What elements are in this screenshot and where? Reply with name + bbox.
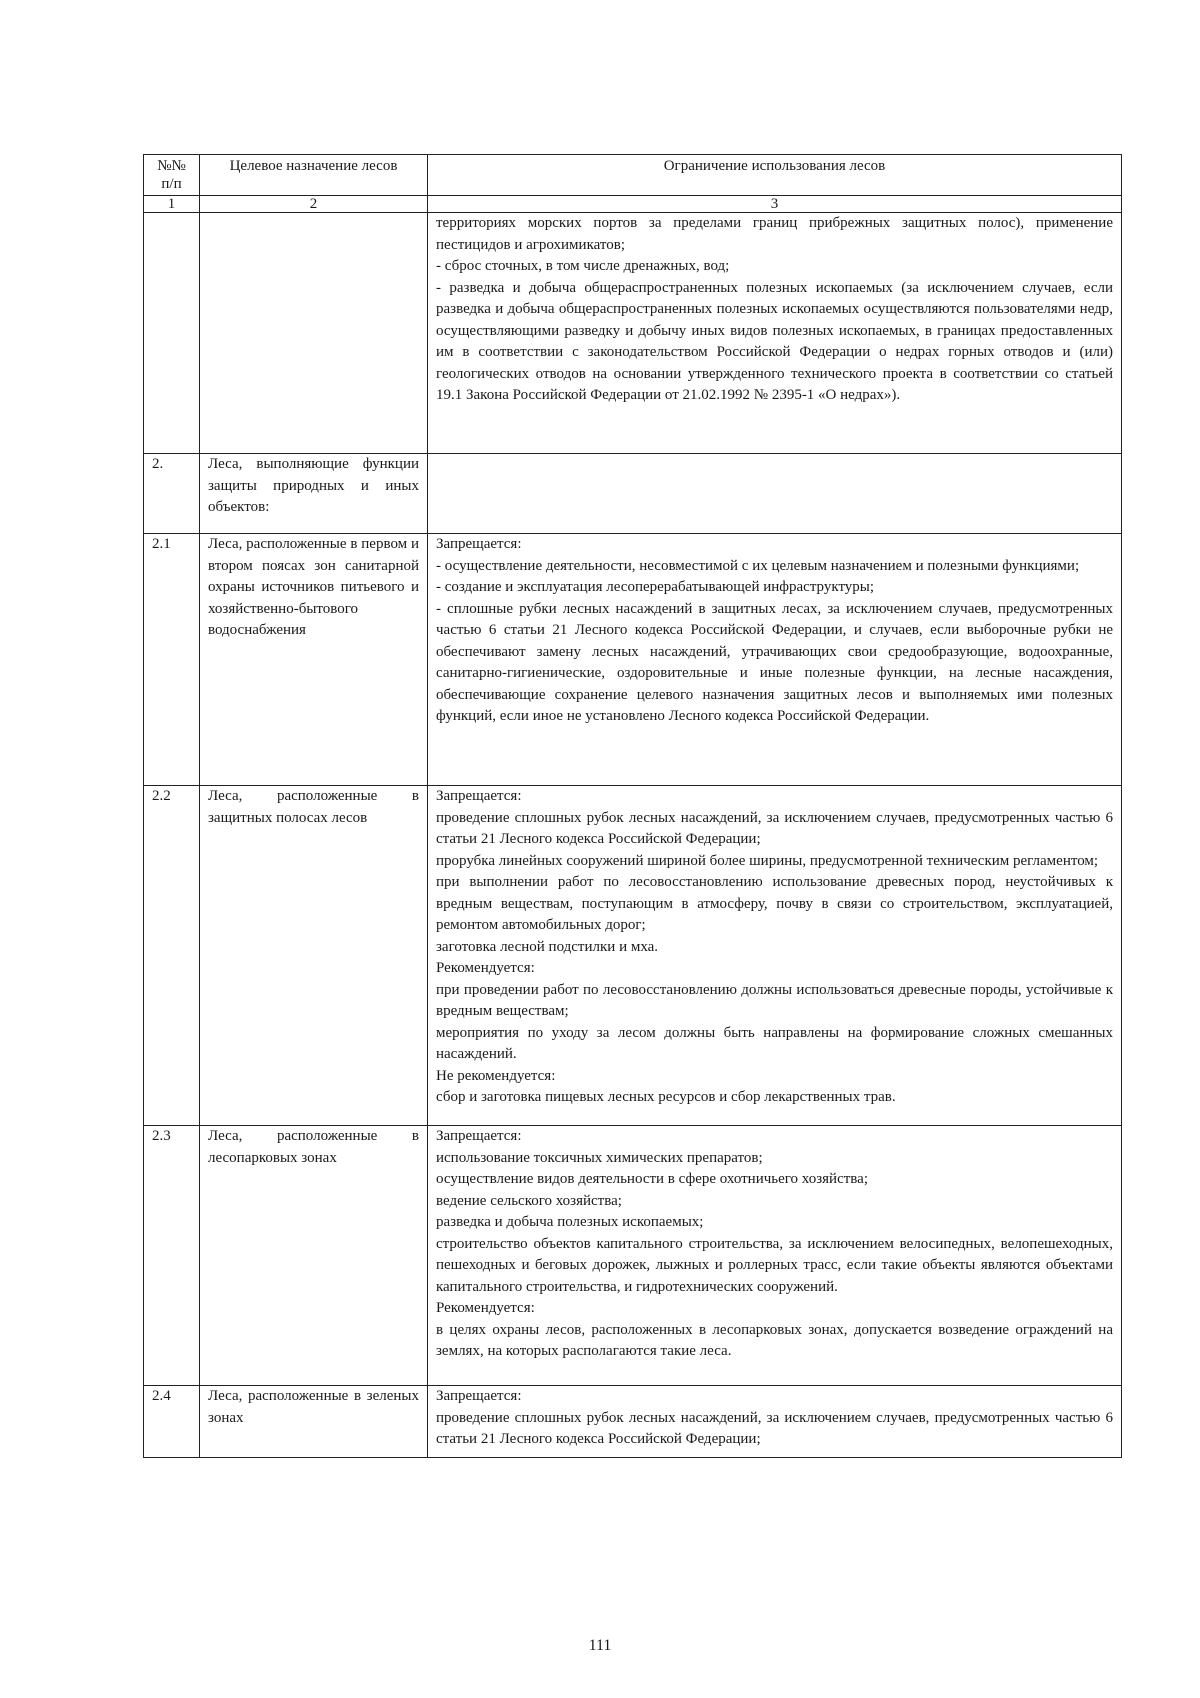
restriction-line: строительство объектов капитального строительства, за исключением велосипедных, велопешеходных, пешеходных и беговых дорожек, лыжных и роллерных трасс, если такие объекты являются объектами капитального строительства, и гидротехнических сооружений.: [436, 1235, 1113, 1295]
header-number: №№ п/п: [144, 155, 200, 196]
restriction-line: заготовка лесной подстилки и мха.: [436, 938, 659, 955]
restriction-line: осуществление видов деятельности в сфере охотничьего хозяйства;: [436, 1171, 869, 1187]
row-restrictions: [428, 1126, 1122, 1386]
restriction-line: Рекомендуется:: [436, 960, 535, 976]
restriction-line: использование токсичных химических препаратов;: [436, 1149, 763, 1166]
header-purpose: Целевое назначение лесов: [200, 155, 428, 196]
restriction-line: Запрещается:: [436, 1128, 522, 1144]
row-number-text: 2.1: [152, 536, 171, 552]
column-number-row: [144, 196, 1122, 213]
restriction-line: проведение сплошных рубок лесных насаждений, за исключением случаев, предусмотренных частью 6 статьи 21 Лесного кодекса Российской Федерации;: [436, 1409, 1113, 1447]
restriction-line: при выполнении работ по лесовосстановлению использование древесных пород, неустойчивых к вредным веществам, поступающим в атмосферу, почву в связи со строительством, эксплуатацией, ремонтом автомобильных дорог;: [436, 874, 1113, 933]
row-number-text: 2.2: [152, 788, 171, 804]
restriction-line: прорубка линейных сооружений шириной более ширины, предусмотренной техническим регламентом;: [436, 852, 1099, 869]
header-restrictions: Ограничение использования лесов: [428, 155, 1122, 196]
restriction-line: проведение сплошных рубок лесных насаждений, за исключением случаев, предусмотренных частью 6 статьи 21 Лесного кодекса Российской Федерации;: [436, 809, 1113, 847]
table-header-row: [144, 155, 1122, 196]
row-restrictions: [428, 534, 1122, 786]
row-restrictions: [428, 786, 1122, 1126]
column-number-1: 1: [144, 196, 200, 213]
row-restrictions: [428, 454, 1122, 534]
restriction-line: Запрещается:: [436, 1388, 522, 1404]
restriction-line: - разведка и добыча общераспространенных полезных ископаемых (за исключением случаев, если разведка и добыча общераспространенных полезных ископаемых осуществляются пользователями недр, осуществляющими разведку и добычу иных видов полезных ископаемых, в границах предоставленных им в соответствии с законодательством Российской Федерации о недрах горных отводов и (или) геологических отводов на основании утвержденного технического проекта в соответствии со статьей 19.1 Закона Российской Федерации от 21.02.1992 № 2395-1 «О недрах»).: [436, 279, 1113, 403]
row-number-text: 2.: [152, 456, 164, 472]
row-restrictions: [428, 1386, 1122, 1458]
restrictions-table: [143, 154, 1122, 1458]
restriction-line: разведка и добыча полезных ископаемых;: [436, 1214, 704, 1230]
row-number: [144, 213, 200, 454]
restriction-line: ведение сельского хозяйства;: [436, 1192, 622, 1209]
restriction-line: в целях охраны лесов, расположенных в лесопарковых зонах, допускается возведение ограждений на землях, на которых располагаются такие леса.: [436, 1321, 1113, 1359]
table-row: [144, 454, 1122, 534]
table-row: [144, 1386, 1122, 1458]
row-purpose: Леса, расположенные в зеленых зонах: [200, 1386, 428, 1458]
row-number: [144, 454, 200, 534]
row-purpose: Леса, расположенные в лесопарковых зонах: [200, 1126, 428, 1386]
restriction-line: - создание и эксплуатация лесоперерабатывающей инфраструктуры;: [436, 579, 875, 595]
restriction-line: сбор и заготовка пищевых лесных ресурсов и сбор лекарственных трав.: [436, 1089, 896, 1105]
row-number: [144, 1386, 200, 1458]
row-restrictions: [428, 213, 1122, 454]
page-number: 111: [588, 1637, 612, 1654]
row-purpose: Леса, расположенные в первом и втором поясах зон санитарной охраны источников питьевого и хозяйственно-бытового водоснабжения: [200, 534, 428, 786]
restriction-line: Не рекомендуется:: [436, 1067, 556, 1084]
row-number-text: 2.3: [152, 1128, 171, 1144]
table-row: [144, 213, 1122, 454]
restriction-line: мероприятия по уходу за лесом должны быть направлены на формирование сложных смешанных насаждений.: [436, 1024, 1113, 1062]
restriction-line: при проведении работ по лесовосстановлению должны использоваться древесные породы, устойчивые к вредным веществам;: [436, 981, 1113, 1019]
restriction-line: Рекомендуется:: [436, 1300, 535, 1316]
column-number-3: 3: [428, 196, 1122, 213]
table-row: [144, 1126, 1122, 1386]
restriction-line: территориях морских портов за пределами границ прибрежных защитных полос), применение пестицидов и агрохимикатов;: [436, 215, 1113, 253]
row-number: [144, 1126, 200, 1386]
table-row: [144, 786, 1122, 1126]
row-number-text: 2.4: [152, 1388, 171, 1404]
row-purpose: Леса, выполняющие функции защиты природных и иных объектов:: [200, 454, 428, 534]
restriction-line: Запрещается:: [436, 536, 522, 552]
row-number: [144, 786, 200, 1126]
restriction-line: - сплошные рубки лесных насаждений в защитных лесах, за исключением случаев, предусмотренных частью 6 статьи 21 Лесного кодекса Российской Федерации, и случаев, если выборочные рубки не обеспечивают замену лесных насаждений, утрачивающих свои средообразующие, водоохранные, санитарно-гигиенические, оздоровительные и иные полезные функции, на лесные насаждения, обеспечивающие сохранение целевого назначения защитных лесов и выполняемых ими полезных функций, если иное не установлено Лесного кодекса Российской Федерации.: [436, 600, 1113, 724]
restriction-line: Запрещается:: [436, 788, 522, 804]
column-number-2: 2: [200, 196, 428, 213]
restriction-line: - сброс сточных, в том числе дренажных, вод;: [436, 258, 730, 274]
table-row: [144, 534, 1122, 786]
row-number: [144, 534, 200, 786]
row-purpose: Леса, расположенные в защитных полосах лесов: [200, 786, 428, 1126]
row-purpose: [200, 213, 428, 454]
restriction-line: - осуществление деятельности, несовместимой с их целевым назначением и полезными функциями;: [436, 557, 1080, 574]
